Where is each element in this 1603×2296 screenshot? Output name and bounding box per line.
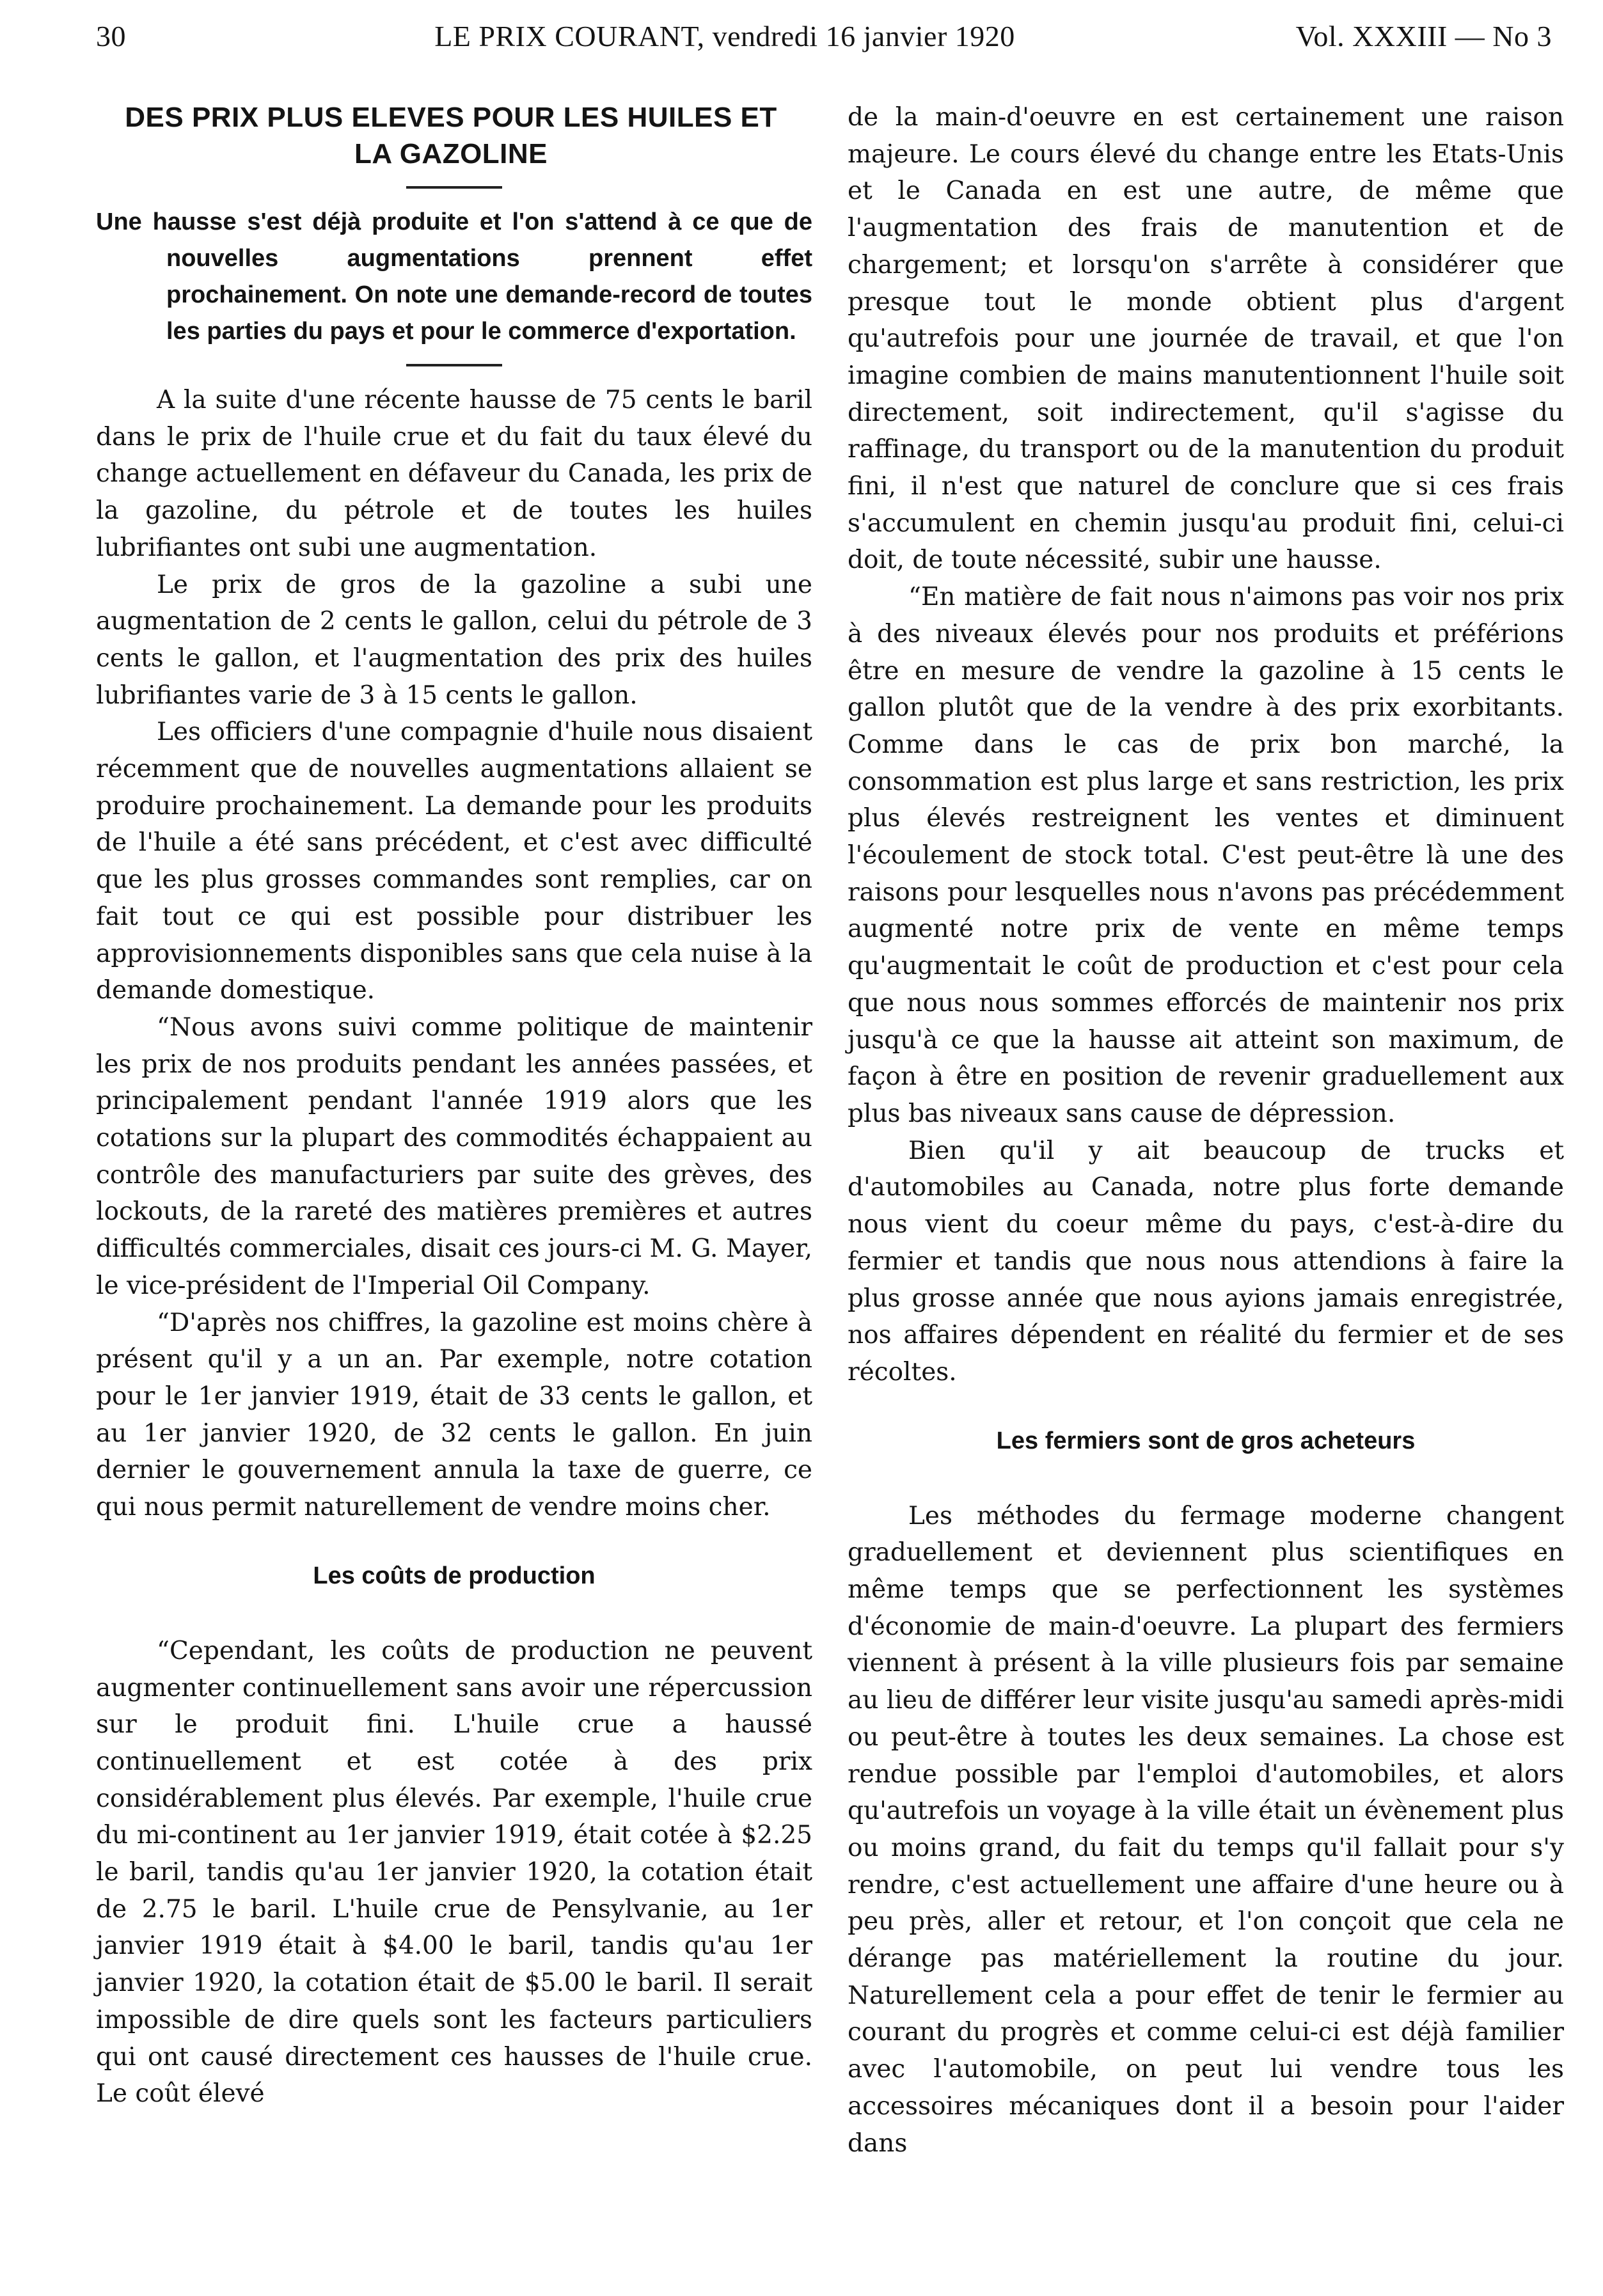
paragraph: A la suite d'une récente hausse de 75 cents le baril dans le prix de l'huile crue et du fait du taux élevé du change actuellement en défaveur du Canada, les prix de la gazoline, du pétrole et de toutes les huiles lubrifiantes ont subi une augmentation.	[96, 386, 812, 562]
article-deck: Une hausse s'est déjà produite et l'on s'attend à ce que de nouvelles augmentations prennent effet prochainement. On note une demande-record de toutes les parties du pays et pour le commerce d'exportation.	[96, 208, 812, 345]
paragraph: de la main-d'oeuvre en est certainement une raison majeure. Le cours élevé du change entre les Etats-Unis et le Canada en est une autre, de même que l'augmentation des frais de manutention et de chargement; et lorsqu'on s'arrête à considérer que presque tout le monde obtient plus d'argent qu'autrefois pour une journée de travail, et que l'on imagine combien de mains manutentionnent l'huile soit directement, soit indirectement, qu'il s'agisse du raffinage, du transport ou de la manutention du produit fini, il n'est que naturel de conclure que si ces frais s'accumulent en chemin jusqu'au produit fini, celui-ci doit, de toute nécessité, subir une hausse.	[848, 103, 1564, 575]
paragraph: Les méthodes du fermage moderne changent graduellement et deviennent plus scientifiques en même temps que se perfectionnent les systèmes d'économie de main-d'oeuvre. La plupart des fermiers viennent à présent à la ville plusieurs fois par semaine au lieu de différer leur visite jusqu'au samedi après-midi ou peut-être à toutes les deux semaines. La chose est rendue possible par l'emploi d'automobiles, et alors qu'autrefois un voyage à la ville était un évènement plus ou moins grand, du fait du temps qu'il fallait pour s'y rendre, c'est actuellement une affaire d'une heure ou à peu près, aller et retour, et l'on conçoit que cela ne dérange pas matériellement la routine du jour. Naturellement cela a pour effet de tenir le fermier au courant du progrès et comme celui-ci est déjà familier avec l'automobile, on peut lui vendre tous les accessoires mécaniques dont il a besoin pour l'aider dans	[848, 1501, 1564, 2158]
paragraph: “Cependant, les coûts de production ne peuvent augmenter continuellement sans avoir une répercussion sur le produit fini. L'huile crue a haussé continuellement et est cotée à des prix considérablement plus élevés. Par exemple, l'huile crue du mi-continent au 1er janvier 1919, était cotée à $2.25 le baril, tandis qu'au 1er janvier 1920, la cotation était de 2.75 le baril. L'huile crue de Pensylvanie, au 1er janvier 1919 était à $4.00 le baril, tandis qu'au 1er janvier 1920, la cotation était de $5.00 le baril. Il serait impossible de dire quels sont les facteurs particuliers qui ont causé directement ces hausses de l'huile crue. Le coût élevé	[96, 1636, 812, 2109]
article-columns	[96, 99, 1565, 2162]
subheading: Les fermiers sont de gros acheteurs	[996, 1427, 1416, 1454]
volume-number: Vol. XXXIII — No 3	[1295, 20, 1552, 52]
column-right	[848, 99, 1564, 2162]
column-left	[96, 99, 812, 2162]
paragraph: Les officiers d'une compagnie d'huile nous disaient récemment que de nouvelles augmentations allaient se produire prochainement. La demande pour les produits de l'huile a été sans précédent, et c'est avec difficulté que les plus grosses commandes sont remplies, car on fait tout ce qui est possible pour distribuer les approvisionnements disponibles sans que cela nuise à la demande domestique.	[96, 718, 812, 1005]
running-head	[96, 19, 1565, 64]
page-number: 30	[96, 20, 126, 52]
subheading: Les coûts de production	[313, 1562, 596, 1589]
divider-rule	[406, 186, 502, 189]
paragraph: “D'après nos chiffres, la gazoline est moins chère à présent qu'il y a un an. Par exemple, notre cotation pour le 1er janvier 1919, était de 33 cents le gallon, et au 1er janvier 1920, de 32 cents le gallon. En juin dernier le gouvernement annula la taxe de guerre, ce qui nous permit naturellement de vendre moins cher.	[96, 1308, 812, 1522]
paragraph: “En matière de fait nous n'aimons pas voir nos prix à des niveaux élevés pour nos produits et préférions être en mesure de vendre la gazoline à 15 cents le gallon plutôt que de la vendre à des prix exorbitants. Comme dans le cas de prix bon marché, la consommation est plus large et sans restriction, les prix plus élevés restreignent les ventes et diminuent l'écoulement de stock total. C'est peut-être là une des raisons pour lesquelles nous n'avons pas précédemment augmenté notre prix de vente en même temps qu'augmentait le coût de production et c'est pour cela que nous nous sommes efforcés de maintenir nos prix jusqu'à ce que la hausse ait atteint son maximum, de façon à être en position de revenir graduellement aux plus bas niveaux sans cause de dépression.	[848, 583, 1564, 1128]
article-title: DES PRIX PLUS ELEVES POUR LES HUILES ET LA GAZOLINE	[125, 102, 777, 169]
paragraph: Bien qu'il y ait beaucoup de trucks et d'automobiles au Canada, notre plus forte demande nous vient du coeur même du pays, c'est-à-dire du fermier et tandis que nous nous attendions à faire la plus grosse année que nous ayions jamais enregistrée, nos affaires dépendent en réalité du fermier et de ses récoltes.	[848, 1136, 1564, 1387]
masthead: LE PRIX COURANT, vendredi 16 janvier 1920	[434, 20, 1015, 52]
paragraph: “Nous avons suivi comme politique de maintenir les prix de nos produits pendant les années passées, et principalement pendant l'année 1919 alors que les cotations sur la plupart des commodités échappaient au contrôle des manufacturiers par suite des grèves, des lockouts, de la rareté des matières premières et autres difficultés commerciales, disait ces jours-ci M. G. Mayer, le vice-président de l'Imperial Oil Company.	[96, 1012, 812, 1300]
divider-rule	[406, 364, 502, 366]
paragraph: Le prix de gros de la gazoline a subi une augmentation de 2 cents le gallon, celui du pétrole de 3 cents le gallon, et l'augmentation des prix des huiles lubrifiantes varie de 3 à 15 cents le gallon.	[96, 570, 812, 710]
